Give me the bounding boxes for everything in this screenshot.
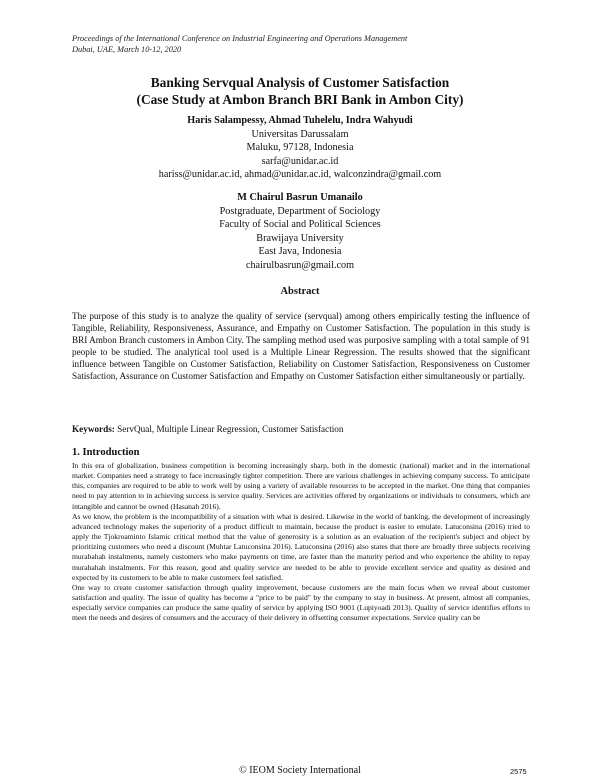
author2-university: Brawijaya University: [256, 232, 344, 244]
introduction-body: [72, 461, 530, 624]
author-affiliation: Universitas Darussalam: [251, 128, 349, 140]
intro-paragraph: One way to create customer satisfaction through quality improvement, because customers are the main focus when we reveal about customer satisfaction and quality. The issue of quality has become a "price to be paid" by the company to stay in business. At present, almost all companies, especially service companies can produce the same quality of service by applying ISO 9001 (Lupiyoadi 2013). Quality of service identifies efforts to meet the needs and desires of consumers and the accuracy of their delivery in offsetting consumer expectations. Service quality can be: [72, 582, 530, 623]
author2-email: chairulbasrun@gmail.com: [245, 259, 355, 271]
abstract-text: The purpose of this study is to analyze the quality of service (servqual) among others empirically testing the influence of Tangible, Reliability, Responsiveness, Assurance, and Empathy on Customer Satisfaction. The population in this study is BRI Ambon Branch customers in Ambon City. The sampling method used was purposive sampling with a total sample of 91 people to be studied. The analytical tool used is a Multiple Linear Regression. The results showed that the significant influence between Tangible on Customer Satisfaction, Reliability on Customer Satisfaction, Responsiveness on Customer Satisfaction, Assurance on Customer Satisfaction and Empathy on Customer Satisfaction either simultaneously or partially.: [72, 311, 530, 382]
header-line-conference: Proceedings of the International Conference on Industrial Engineering and Operations Management: [72, 34, 408, 43]
author-email-primary: sarfa@unidar.ac.id: [261, 155, 339, 167]
title-line-2: (Case Study at Ambon Branch BRI Bank in Ambon City): [136, 92, 464, 107]
paper-title: [40, 74, 560, 108]
author-address: Maluku, 97128, Indonesia: [246, 142, 354, 153]
author-emails: hariss@unidar.ac.id, ahmad@unidar.ac.id, walconzindra@gmail.com: [158, 169, 442, 180]
intro-paragraph: As we know, the problem is the incompatibility of a situation with what is desired. Likewise in the world of banking, the development of increasingly advanced technology makes the superiority of a product difficult to maintain, because the product is easier to emulate. Latuconsina (2016) tried to apply the Tjokroaminto Islamic critical method that the value of generosity is a solution as an evaluation of the recipient's subject and object by prioritizing customers who need a discount (Muhtar Latuconsina 2016). Latuconsina (2016) also states that there are broadly three subjects receiving murabahah instalments, namely customers who make payments on time, are faster than the maturity period and who experience the ability to repay murabahah instalments. For this reason, good and quality service are needed to be able to provide excellent service and quality as desired and expected by its customers to be able to make customers feel satisfied.: [72, 511, 530, 582]
author-names: Haris Salampessy, Ahmad Tuhelelu, Indra Wahyudi: [187, 115, 413, 126]
header-line-location: Dubai, UAE, March 10-12, 2020: [72, 45, 182, 54]
author-block-2: [40, 191, 560, 272]
abstract-heading: Abstract: [280, 286, 320, 297]
intro-paragraph: In this era of globalization, business competition is becoming increasingly sharp, both in the domestic (national) market and in the international market. Companies need a strategy to face increasingly tighter competition. There are various challenges in achieving company success. To anticipate this, companies are required to be able to work well by using a variety of available resources to be accepted in the market. One thing that companies need to pay attention to in achieving success is service quality. Services are activities offered by organizations or individuals to consumers, which are intangible and cannot be owned (Hasanah 2016).: [72, 461, 530, 511]
section-heading-introduction: 1. Introduction: [72, 447, 140, 458]
footer-copyright: © IEOM Society International: [239, 765, 361, 776]
keywords: [72, 423, 530, 435]
author2-department: Postgraduate, Department of Sociology: [219, 205, 381, 217]
keywords-text: ServQual, Multiple Linear Regression, Customer Satisfaction: [114, 424, 344, 434]
title-line-1: Banking Servqual Analysis of Customer Satisfaction: [150, 75, 450, 90]
author2-name: M Chairul Basrun Umanailo: [237, 192, 363, 203]
proceedings-header: [72, 33, 532, 55]
author2-region: East Java, Indonesia: [258, 246, 342, 257]
author2-faculty: Faculty of Social and Political Sciences: [219, 219, 381, 230]
author-block-1: [40, 114, 560, 182]
page-number: 2575: [510, 767, 527, 776]
keywords-label: Keywords:: [72, 424, 115, 434]
